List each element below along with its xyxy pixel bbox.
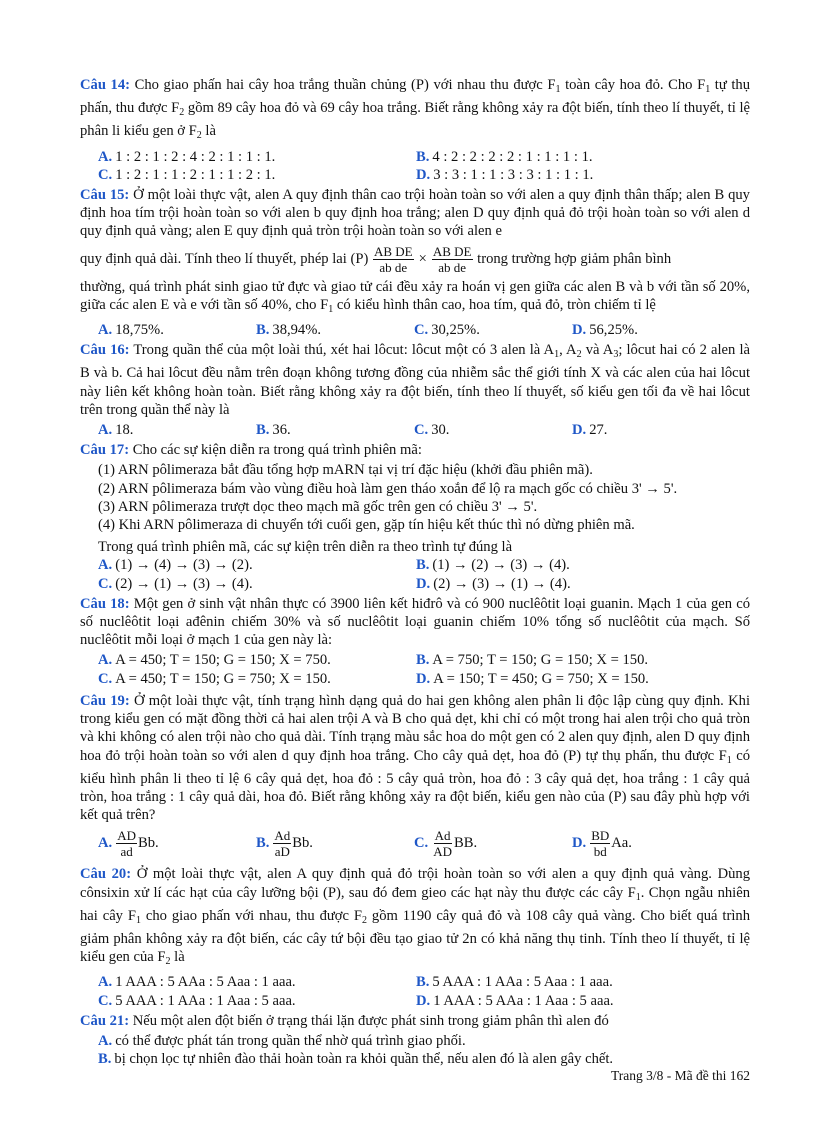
option-c[interactable]: C. 5 AAA : 1 AAa : 1 Aaa : 5 aaa. (98, 992, 296, 1009)
option-a[interactable]: A. 1 AAA : 5 AAa : 5 Aaa : 1 aaa. (98, 974, 296, 991)
option-a[interactable]: A. (1) → (4) → (3) → (2). (98, 557, 253, 574)
option-b[interactable]: B. bị chọn lọc tự nhiên đào thải hoàn toàn ra khỏi quần thể, nếu alen đó là alen gây chết. (98, 1051, 614, 1068)
option-d[interactable]: D. 27. (572, 422, 608, 439)
page-footer: Trang 3/8 - Mã đề thi 162 (611, 1068, 750, 1083)
option-d[interactable]: D. (2) → (3) → (1) → (4). (416, 575, 571, 592)
option-c[interactable]: C. $\frac{Ad}{AD}$ BB. (414, 828, 478, 860)
genotype-fraction: $\frac{\text{AB DE}}{\text{ab de}}$ (373, 243, 413, 275)
option-b[interactable]: B. A = 750; T = 150; G = 150; X = 150. (416, 652, 649, 669)
option-d[interactable]: D. 3 : 3 : 1 : 1 : 3 : 3 : 1 : 1 : 1. (416, 166, 594, 183)
event-list (80, 461, 750, 556)
option-d[interactable]: D. 56,25%. (572, 322, 638, 339)
option-c[interactable]: C. A = 450; T = 150; G = 750; X = 150. (98, 670, 331, 687)
question-15: Câu 15: Ở một loài thực vật, alen A quy định thân cao trội hoàn toàn so với alen a quy định thân thấp; alen B quy định hoa tím trội hoàn toàn so với alen b quy định hoa trắng; alen D quy định quả đỏ trội hoàn toàn so với alen d quy định quả vàng; alen E quy định quả tròn trội hoàn toàn so với alen e quy định quả dài. Tính theo lí thuyết, phép lai (P) $\frac{\text{AB DE}}{\text{ab de}}$ × $\frac{\text{AB DE}}{\text{ab de}}$ trong trường hợp giảm phân bình thường, quá trình phát sinh giao tử đực và giao tử cái đều xảy ra hoán vị gen giữa các alen B và b với tần số 20%, giữa các alen E và e với tần số 40%, cho $F_1$ có kiểu hình thân cao, hoa tím, quả đỏ, tròn chiếm tỉ lệ (80, 187, 750, 315)
option-a[interactable]: A. 1 : 2 : 1 : 2 : 4 : 2 : 1 : 1 : 1. (98, 148, 276, 165)
genotype-fraction: $\frac{\text{AB DE}}{\text{ab de}}$ (432, 243, 472, 275)
option-a[interactable]: A. 18. (98, 422, 134, 439)
question-20: Câu 20: Ở một loài thực vật, alen A quy định quả đỏ trội hoàn toàn so với alen a quy định quả vàng. Dùng cônsixin xử lí các hạt của cây lưỡng bội (P), sau đó đem gieo các hạt này thu được các cây $F_1$. Chọn ngẫu nhiên hai cây $F_1$ cho giao phấn với nhau, thu được $F_2$ gồm 1190 cây quả đỏ và 108 cây quả vàng. Cho biết quá trình giảm phân không xảy ra đột biến, các cây tứ bội đều tạo giao tử 2n có khả năng thụ tinh. Tính theo lí thuyết, tỉ lệ kiểu gen của $F_2$ là (80, 866, 751, 968)
option-c[interactable]: C. 30,25%. (414, 322, 480, 339)
option-b[interactable]: B. $\frac{Ad}{aD}$ Bb. (256, 828, 313, 860)
option-b[interactable]: B. (1) → (2) → (3) → (4). (416, 557, 570, 574)
event-item: (2) ARN pôlimeraza bám vào vùng điều hoà làm gen tháo xoắn để lộ ra mạch gốc có chiều 3' → 5'. (98, 480, 678, 497)
option-b[interactable]: B. 4 : 2 : 2 : 2 : 2 : 1 : 1 : 1 : 1. (416, 148, 593, 165)
question-21: Câu 21: Nếu một alen đột biến ở trạng thái lặn được phát sinh trong giảm phân thì alen đó (80, 1012, 609, 1029)
option-a[interactable]: A. A = 450; T = 150; G = 150; X = 750. (98, 652, 331, 669)
question-number: Câu 14: (80, 77, 131, 93)
event-item: (3) ARN pôlimeraza trượt dọc theo mạch mã gốc trên gen có chiều 3' → 5'. (98, 498, 538, 515)
option-b[interactable]: B. 38,94%. (256, 322, 322, 339)
question-14: Câu 14: Cho giao phấn hai cây hoa trắng thuần chủng (P) với nhau thu được $F_1$ toàn cây hoa đỏ. Cho $F_1$ tự thụ phấn, thu được $F_2$ gồm 89 cây hoa đỏ và 69 cây hoa trắng. Biết rằng không xảy ra đột biến, tính theo lí thuyết, tỉ lệ phân li kiểu gen ở $F_2$ là (80, 77, 750, 142)
question-19: Câu 19: Ở một loài thực vật, tính trạng hình dạng quả do hai gen không alen phân li độc lập cùng quy định. Khi trong kiểu gen có mặt đồng thời cả hai alen trội A và B cho quả dẹt, khi chỉ có một trong hai alen trội cho quả tròn và khi không có alen trội nào cho quả dài. Tính trạng màu sắc hoa do một gen có 2 alen quy định, alen D quy định hoa đỏ trội hoàn toàn so với alen d quy định hoa trắng. Cho cây quả dẹt, hoa đỏ (P) tự thụ phấn, thu được $F_1$ có kiểu hình phân li theo tỉ lệ 6 cây quả dẹt, hoa đỏ : 5 cây quả tròn, hoa đỏ : 3 cây quả dẹt, hoa trắng : 1 cây quả tròn, hoa trắng : 1 cây quả dài, hoa đỏ. Biết rằng không xảy ra đột biến, kiểu gen nào của (P) sau đây phù hợp với kết quả trên? (80, 692, 751, 824)
option-a[interactable]: A. có thể được phát tán trong quần thể nhờ quá trình giao phối. (98, 1032, 466, 1049)
option-c[interactable]: C. 30. (414, 422, 450, 439)
option-a[interactable]: A. $\frac{AD}{ad}$ Bb. (98, 828, 159, 860)
option-c[interactable]: C. (2) → (1) → (3) → (4). (98, 575, 253, 592)
question-16: Câu 16: Trong quần thể của một loài thú, xét hai lôcut: lôcut một có 3 alen là $A_1$, $A_2$ và $A_3$; lôcut hai có 2 alen là B và b. Cả hai lôcut đều nằm trên đoạn không tương đồng của nhiễm sắc thể giới tính X và các alen của hai lôcut này liên kết không hoàn toàn. Biết rằng không xảy ra đột biến, tính theo lí thuyết, số kiểu gen tối đa về hai lôcut trên trong quần thể này là (80, 342, 750, 418)
exam-page (80, 76, 750, 1068)
option-c[interactable]: C. 1 : 2 : 1 : 1 : 2 : 1 : 1 : 2 : 1. (98, 166, 276, 183)
event-item: (4) Khi ARN pôlimeraza di chuyển tới cuối gen, gặp tín hiệu kết thúc thì nó dừng phiên mã. (98, 517, 635, 534)
option-b[interactable]: B. 36. (256, 422, 291, 439)
question-prompt: Trong quá trình phiên mã, các sự kiện trên diễn ra theo trình tự đúng là (98, 539, 513, 556)
option-d[interactable]: D. 1 AAA : 5 AAa : 1 Aaa : 5 aaa. (416, 992, 614, 1009)
option-a[interactable]: A. 18,75%. (98, 322, 164, 339)
event-item: (1) ARN pôlimeraza bắt đầu tổng hợp mARN tại vị trí đặc hiệu (khởi đầu phiên mã). (98, 462, 593, 479)
option-b[interactable]: B. 5 AAA : 1 AAa : 5 Aaa : 1 aaa. (416, 974, 613, 991)
option-d[interactable]: D. A = 150; T = 450; G = 750; X = 150. (416, 670, 649, 687)
option-d[interactable]: D. $\frac{BD}{bd}$ Aa. (572, 828, 632, 860)
question-18: Câu 18: Một gen ở sinh vật nhân thực có 3900 liên kết hiđrô và có 900 nuclêôtit loại guanin. Mạch 1 của gen có số nuclêôtit loại ađênin chiếm 30% và số nuclêôtit loại guanin chiếm 10% tổng số nuclêôtit của mạch. Số nuclêôtit mỗi loại ở mạch 1 của gen này là: (80, 595, 750, 649)
question-17: Câu 17: Cho các sự kiện diễn ra trong quá trình phiên mã: (80, 442, 422, 459)
